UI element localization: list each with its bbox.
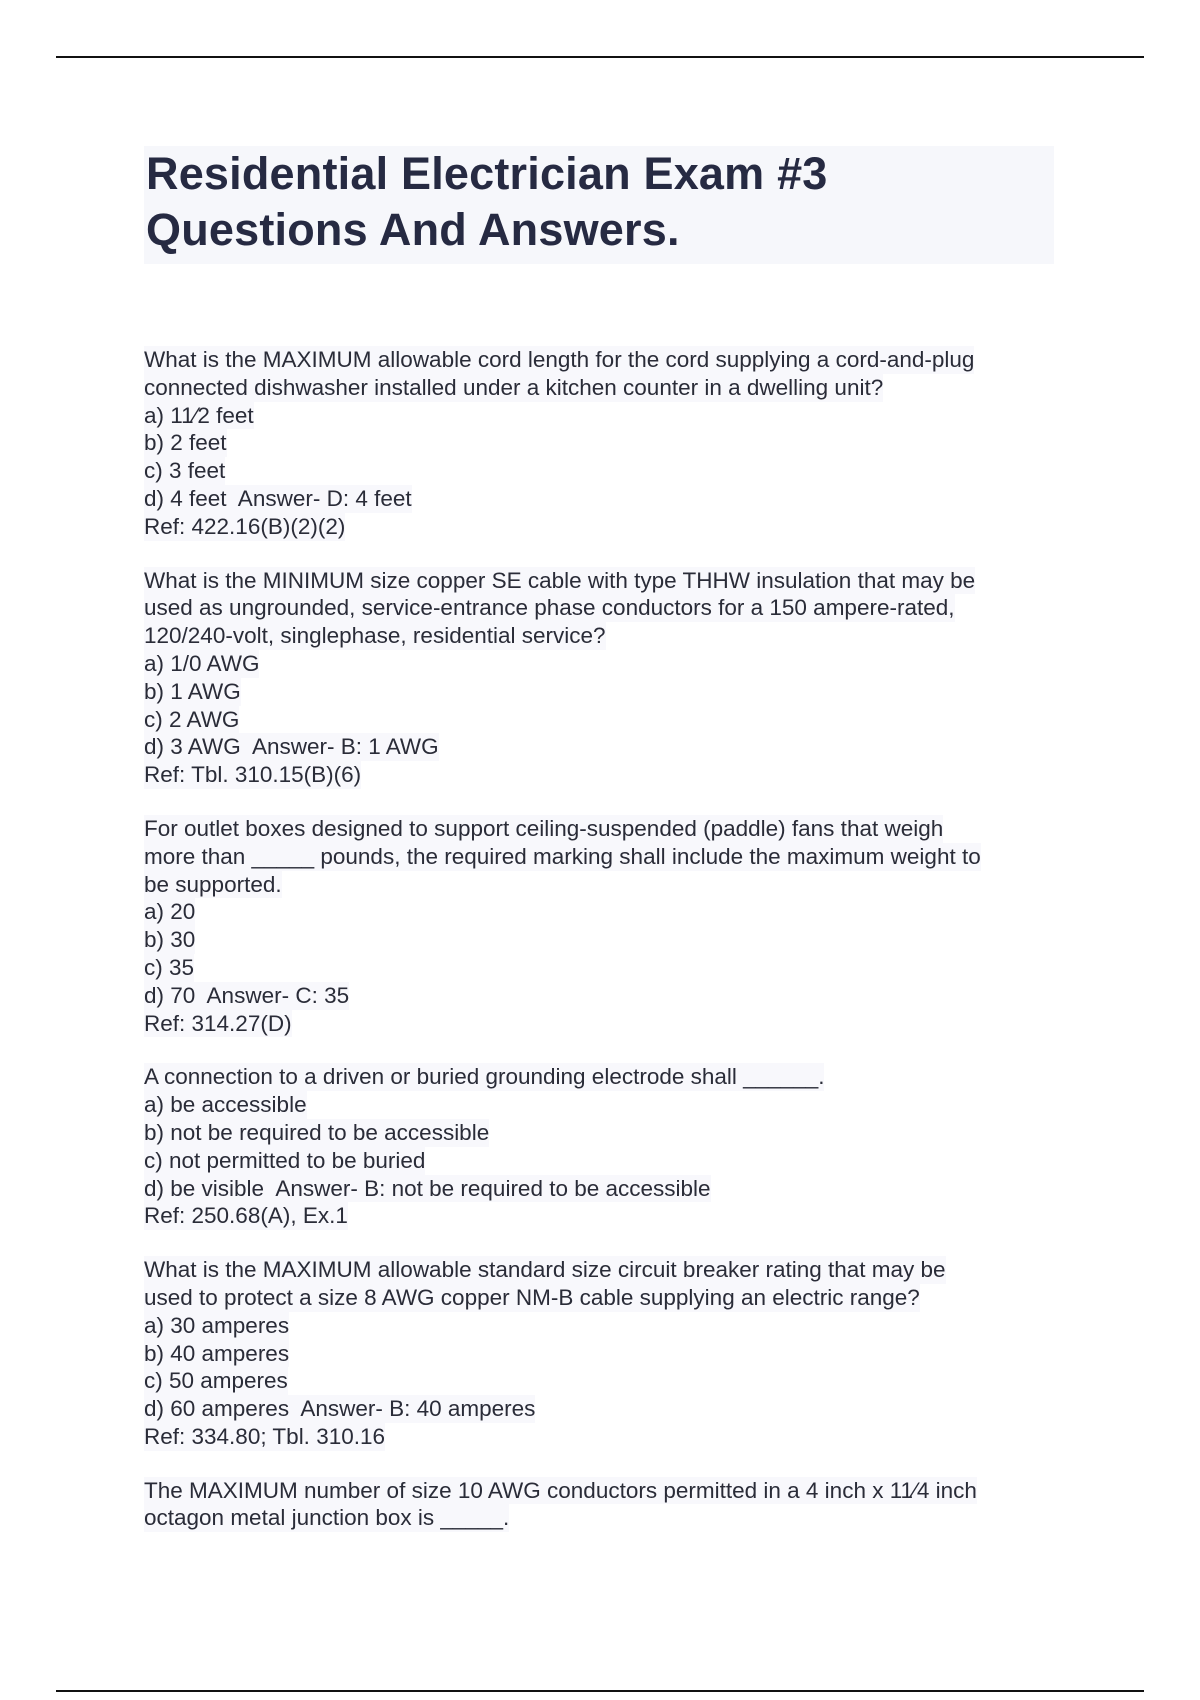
question-line: d) be visible Answer- B: not be required to be accessible bbox=[144, 1175, 711, 1201]
question-line: c) 2 AWG bbox=[144, 706, 240, 732]
question-line: Ref: 422.16(B)(2)(2) bbox=[144, 513, 346, 539]
question-line: b) not be required to be accessible bbox=[144, 1119, 490, 1145]
title-block bbox=[144, 146, 1054, 264]
question-line: more than _____ pounds, the required marking shall include the maximum weight to bbox=[144, 843, 981, 869]
document-title bbox=[146, 146, 1054, 258]
question-line: c) 50 amperes bbox=[144, 1368, 288, 1394]
question-line: d) 60 amperes Answer- B: 40 amperes bbox=[144, 1396, 536, 1422]
top-rule bbox=[56, 56, 1144, 58]
question-block bbox=[144, 1256, 1054, 1451]
question-text: A connection to a driven or buried grounding electrode shall ______. bbox=[144, 1064, 825, 1090]
question-line: b) 30 bbox=[144, 927, 196, 953]
question-line: Ref: Tbl. 310.15(B)(6) bbox=[144, 762, 362, 788]
question-text: What is the MAXIMUM allowable standard size circuit breaker rating that may be bbox=[144, 1257, 946, 1283]
question-block bbox=[144, 1477, 1054, 1533]
question-text: What is the MAXIMUM allowable cord length for the cord supplying a cord-and-plug bbox=[144, 347, 975, 372]
question-block bbox=[144, 815, 1054, 1037]
title-line-1: Residential Electrician Exam #3 bbox=[146, 148, 828, 199]
question-text: For outlet boxes designed to support ceiling-suspended (paddle) fans that weigh bbox=[144, 815, 944, 841]
question-line: c) 3 feet bbox=[144, 458, 226, 484]
question-line: d) 70 Answer- C: 35 bbox=[144, 982, 350, 1008]
question-line: 120/240-volt, singlephase, residential service? bbox=[144, 623, 606, 649]
question-line: a) be accessible bbox=[144, 1092, 307, 1118]
question-line: Ref: 334.80; Tbl. 310.16 bbox=[144, 1423, 386, 1449]
document-body bbox=[144, 146, 1054, 1558]
question-line: a) 1/0 AWG bbox=[144, 650, 260, 676]
question-line: used to protect a size 8 AWG copper NM-B cable supplying an electric range? bbox=[144, 1284, 920, 1310]
question-line: be supported. bbox=[144, 871, 282, 897]
question-line: c) 35 bbox=[144, 954, 195, 980]
question-line: c) not permitted to be buried bbox=[144, 1147, 426, 1173]
question-line: d) 4 feet Answer- D: 4 feet bbox=[144, 485, 412, 511]
question-line: a) 11⁄2 feet bbox=[144, 402, 254, 428]
question-block bbox=[144, 346, 1054, 541]
question-line: b) 40 amperes bbox=[144, 1340, 290, 1366]
question-block bbox=[144, 567, 1054, 789]
question-line: a) 20 bbox=[144, 899, 196, 925]
questions-list bbox=[144, 346, 1054, 1532]
question-line: a) 30 amperes bbox=[144, 1312, 290, 1338]
question-text: The MAXIMUM number of size 10 AWG conductors permitted in a 4 inch x 11⁄4 inch bbox=[144, 1477, 977, 1503]
question-line: connected dishwasher installed under a kitchen counter in a dwelling unit? bbox=[144, 374, 884, 400]
question-line: b) 2 feet bbox=[144, 430, 227, 456]
question-line: used as ungrounded, service-entrance phase conductors for a 150 ampere-rated, bbox=[144, 595, 955, 621]
bottom-rule bbox=[56, 1690, 1144, 1692]
question-block bbox=[144, 1063, 1054, 1230]
question-line: octagon metal junction box is _____. bbox=[144, 1505, 510, 1531]
question-text: What is the MINIMUM size copper SE cable with type THHW insulation that may be bbox=[144, 567, 976, 593]
question-line: d) 3 AWG Answer- B: 1 AWG bbox=[144, 734, 439, 760]
question-line: Ref: 314.27(D) bbox=[144, 1010, 292, 1036]
question-line: b) 1 AWG bbox=[144, 678, 241, 704]
question-line: Ref: 250.68(A), Ex.1 bbox=[144, 1203, 348, 1229]
title-line-2: Questions And Answers. bbox=[146, 204, 680, 255]
